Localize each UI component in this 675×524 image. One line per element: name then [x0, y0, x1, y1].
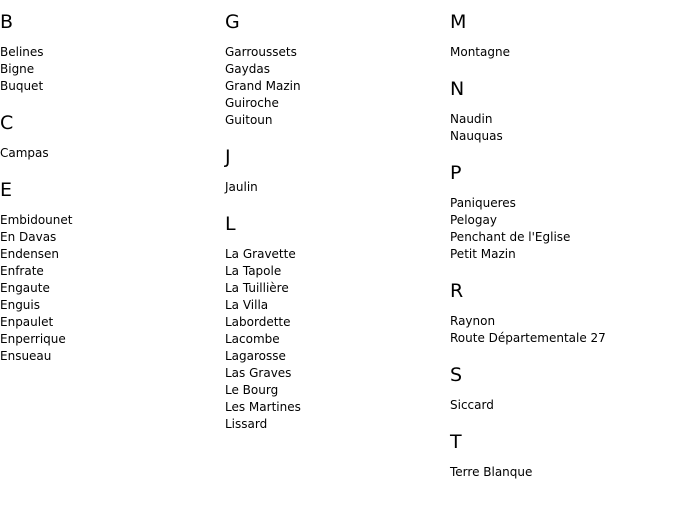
index-column-3 — [450, 10, 675, 497]
list-item — [450, 330, 675, 347]
letter-group-p — [450, 161, 675, 263]
list-item — [450, 313, 675, 330]
place-link[interactable]: Lissard — [225, 417, 268, 431]
list-item — [0, 331, 225, 348]
letter-group-m — [450, 10, 675, 61]
letter-group-s — [450, 363, 675, 414]
list-item — [0, 314, 225, 331]
list-item — [0, 78, 225, 95]
place-link[interactable]: Pelogay — [450, 213, 497, 227]
place-link[interactable]: La Villa — [225, 298, 269, 312]
index-column-2 — [225, 10, 450, 449]
place-list — [450, 111, 675, 145]
place-list — [450, 313, 675, 347]
letter-heading: T — [450, 431, 462, 453]
list-item — [0, 145, 225, 162]
list-item — [225, 95, 450, 112]
letter-heading: E — [0, 179, 13, 201]
list-item — [225, 280, 450, 297]
list-item — [225, 382, 450, 399]
letter-group-r — [450, 279, 675, 347]
index-column-1 — [0, 10, 225, 381]
letter-group-b — [0, 10, 225, 95]
place-list — [450, 397, 675, 414]
list-item — [225, 331, 450, 348]
place-link[interactable]: Enfrate — [0, 264, 44, 278]
list-item — [0, 61, 225, 78]
place-list — [0, 44, 225, 95]
place-link[interactable]: Terre Blanque — [450, 465, 533, 479]
place-list — [225, 246, 450, 433]
place-link[interactable]: La Gravette — [225, 247, 296, 261]
place-list — [0, 145, 225, 162]
list-item — [0, 280, 225, 297]
place-link[interactable]: Route Départementale 27 — [450, 331, 606, 345]
place-link[interactable]: Embidounet — [0, 213, 73, 227]
list-item — [450, 464, 675, 481]
place-link[interactable]: Campas — [0, 146, 49, 160]
list-item — [450, 195, 675, 212]
list-item — [0, 263, 225, 280]
letter-group-e — [0, 178, 225, 365]
letter-heading: N — [450, 78, 465, 100]
letter-heading: R — [450, 280, 464, 302]
letter-heading: L — [225, 213, 236, 235]
letter-heading: B — [0, 11, 14, 33]
list-item — [450, 111, 675, 128]
place-list — [450, 195, 675, 263]
letter-heading: J — [225, 146, 231, 168]
list-item — [450, 44, 675, 61]
list-item — [225, 44, 450, 61]
list-item — [225, 399, 450, 416]
place-link[interactable]: Paniqueres — [450, 196, 516, 210]
place-link[interactable]: La Tuillière — [225, 281, 289, 295]
place-link[interactable]: Labordette — [225, 315, 291, 329]
list-item — [225, 348, 450, 365]
list-item — [225, 416, 450, 433]
list-item — [225, 78, 450, 95]
list-item — [225, 263, 450, 280]
place-link[interactable]: Engaute — [0, 281, 50, 295]
place-link[interactable]: Grand Mazin — [225, 79, 301, 93]
letter-heading: S — [450, 364, 463, 386]
place-link[interactable]: Ensueau — [0, 349, 52, 363]
place-link[interactable]: Montagne — [450, 45, 510, 59]
place-link[interactable]: Lagarosse — [225, 349, 286, 363]
place-link[interactable]: Petit Mazin — [450, 247, 516, 261]
list-item — [225, 112, 450, 129]
list-item — [225, 314, 450, 331]
list-item — [0, 246, 225, 263]
letter-heading: P — [450, 162, 462, 184]
place-link[interactable]: La Tapole — [225, 264, 282, 278]
place-list — [0, 212, 225, 365]
list-item — [0, 297, 225, 314]
place-list — [450, 44, 675, 61]
place-link[interactable]: Garroussets — [225, 45, 297, 59]
place-list — [225, 179, 450, 196]
list-item — [0, 212, 225, 229]
list-item — [225, 365, 450, 382]
place-link[interactable]: Gaydas — [225, 62, 270, 76]
place-link[interactable]: Jaulin — [225, 180, 258, 194]
list-item — [0, 229, 225, 246]
letter-heading: M — [450, 11, 467, 33]
place-link[interactable]: Bigne — [0, 62, 35, 76]
list-item — [450, 212, 675, 229]
place-link[interactable]: Lacombe — [225, 332, 280, 346]
place-link[interactable]: Enperrique — [0, 332, 66, 346]
list-item — [450, 397, 675, 414]
letter-group-l — [225, 212, 450, 433]
place-link[interactable]: Nauquas — [450, 129, 503, 143]
list-item — [0, 44, 225, 61]
place-link[interactable]: Endensen — [0, 247, 60, 261]
list-item — [225, 246, 450, 263]
list-item — [0, 348, 225, 365]
place-link[interactable]: En Davas — [0, 230, 57, 244]
place-link[interactable]: Le Bourg — [225, 383, 279, 397]
letter-group-t — [450, 430, 675, 481]
list-item — [450, 229, 675, 246]
list-item — [450, 246, 675, 263]
place-link[interactable]: Penchant de l'Eglise — [450, 230, 571, 244]
place-link[interactable]: Raynon — [450, 314, 496, 328]
letter-heading: C — [0, 112, 14, 134]
letter-heading: G — [225, 11, 240, 33]
place-link[interactable]: Guitoun — [225, 113, 273, 127]
letter-group-n — [450, 77, 675, 145]
place-link[interactable]: Les Martines — [225, 400, 301, 414]
place-link[interactable]: Naudin — [450, 112, 493, 126]
place-link[interactable]: Enpaulet — [0, 315, 54, 329]
place-link[interactable]: Las Graves — [225, 366, 292, 380]
place-link[interactable]: Buquet — [0, 79, 44, 93]
list-item — [225, 61, 450, 78]
list-item — [225, 297, 450, 314]
place-link[interactable]: Enguis — [0, 298, 40, 312]
letter-group-c — [0, 111, 225, 162]
list-item — [225, 179, 450, 196]
place-link[interactable]: Belines — [0, 45, 44, 59]
letter-group-g — [225, 10, 450, 129]
place-link[interactable]: Guiroche — [225, 96, 279, 110]
place-list — [225, 44, 450, 129]
list-item — [450, 128, 675, 145]
letter-group-j — [225, 145, 450, 196]
place-link[interactable]: Siccard — [450, 398, 494, 412]
place-list — [450, 464, 675, 481]
